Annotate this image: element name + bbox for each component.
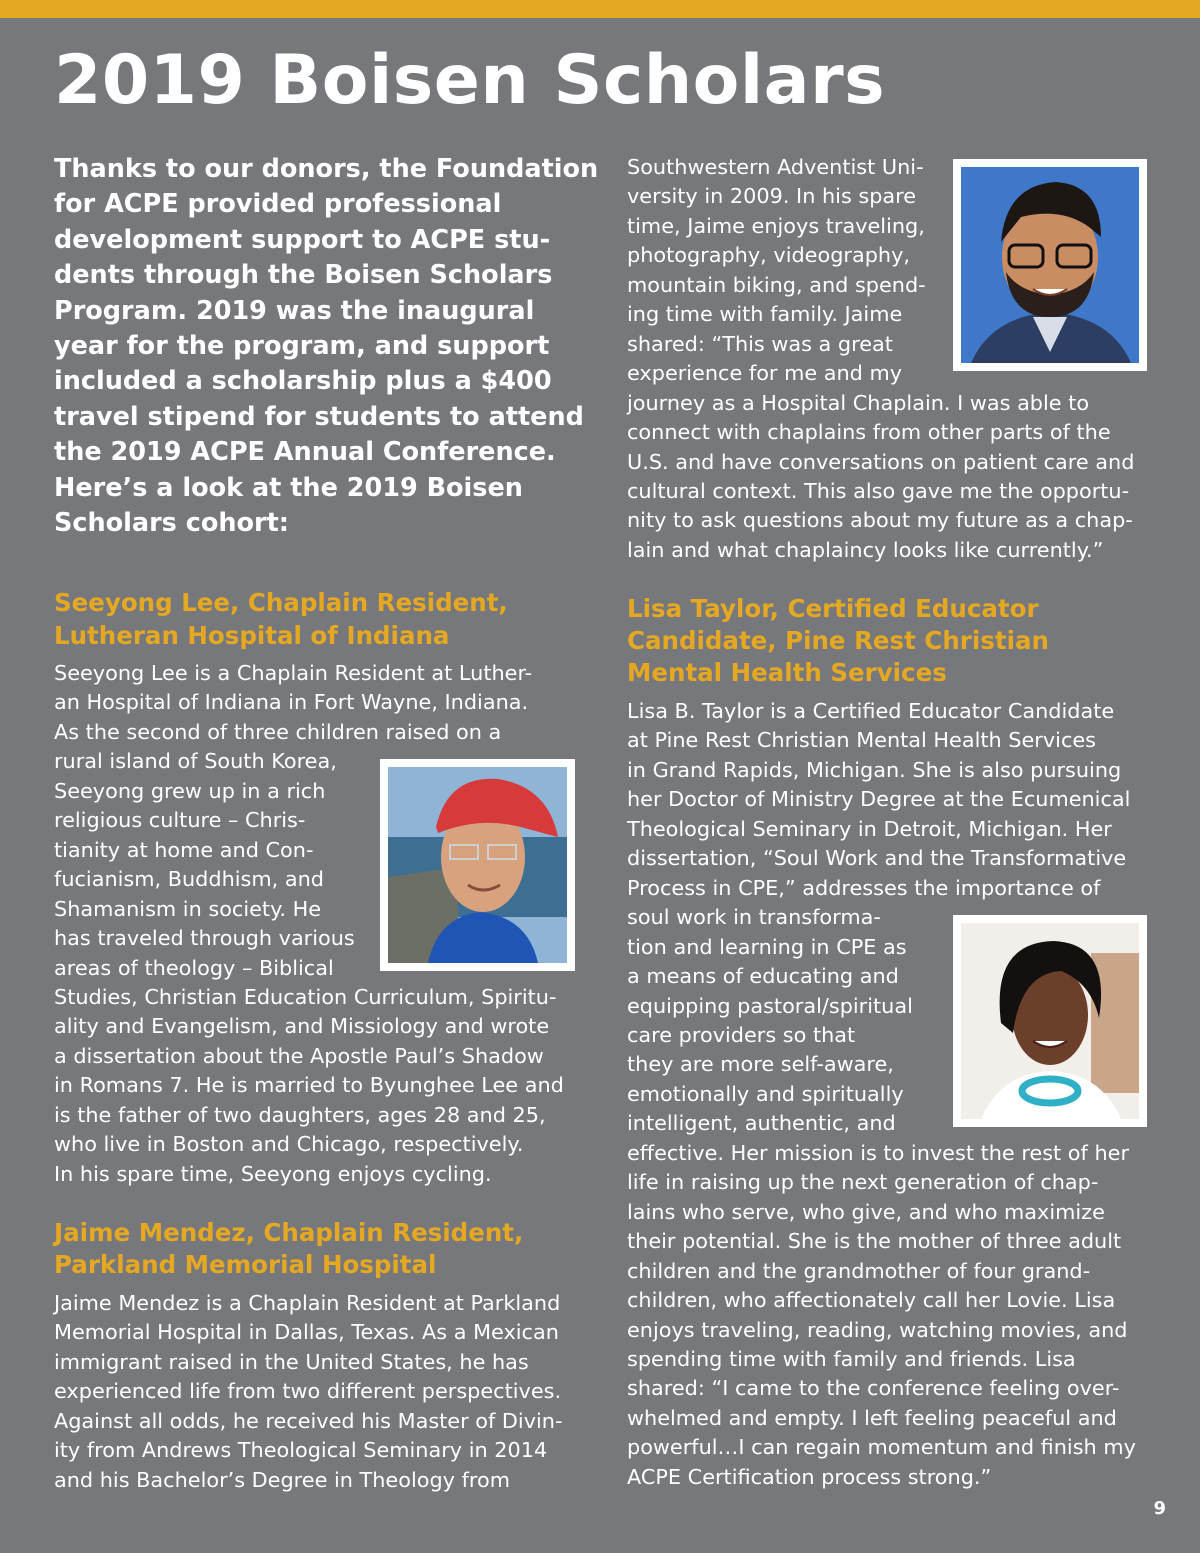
bio-line: is the father of two daughters, ages 28 and 25, xyxy=(54,1102,546,1127)
heading-line: Jaime Mendez, Chaplain Resident, xyxy=(54,1218,524,1247)
bio-line: enjoys traveling, reading, watching movies, and xyxy=(627,1317,1128,1342)
portrait-illustration xyxy=(961,167,1139,363)
bio-line: Studies, Christian Education Curriculum, Spiritu- xyxy=(54,984,557,1009)
bio-line: Memorial Hospital in Dallas, Texas. As a Mexican xyxy=(54,1320,559,1345)
bio-line: versity in 2009. In his spare xyxy=(627,184,917,209)
bio-line: Shamanism in society. He xyxy=(54,896,322,921)
bio-line: photography, videography, xyxy=(627,243,910,268)
scholar-heading-lisa-taylor xyxy=(627,593,1049,689)
bio-line: Seeyong Lee is a Chaplain Resident at Luther- xyxy=(54,661,533,685)
bio-line: rural island of South Korea, xyxy=(54,749,337,774)
bio-line: fucianism, Buddhism, and xyxy=(54,867,324,892)
bio-line: ACPE Certification process strong.” xyxy=(627,1464,992,1489)
bio-line: in Romans 7. He is married to Byunghee Lee and xyxy=(54,1073,564,1098)
heading-line: Parkland Memorial Hospital xyxy=(54,1250,437,1279)
bio-line: an Hospital of Indiana in Fort Wayne, Indiana. xyxy=(54,690,529,715)
bio-line: whelmed and empty. I left feeling peaceful and xyxy=(627,1405,1117,1430)
bio-line: connect with chaplains from other parts of the xyxy=(627,420,1111,445)
intro-line: included a scholarship plus a $400 xyxy=(54,366,552,397)
scholar-heading-seeyong-lee xyxy=(54,586,508,652)
bio-line: in Grand Rapids, Michigan. She is also pursuing xyxy=(627,757,1122,782)
bio-line: children, who affectionately call her Lovie. Lisa xyxy=(627,1288,1116,1313)
bio-line: experience for me and my xyxy=(627,361,903,386)
jaime-mendez-photo xyxy=(953,159,1147,371)
bio-line: life in raising up the next generation of chap- xyxy=(627,1170,1099,1195)
bio-line: experienced life from two different perspectives. xyxy=(54,1379,562,1404)
bio-line: U.S. and have conversations on patient care and xyxy=(627,449,1135,474)
bio-line: ity from Andrews Theological Seminary in 2014 xyxy=(54,1438,548,1463)
bio-line: mountain biking, and spend- xyxy=(627,272,926,297)
bio-line: spending time with family and friends. Lisa xyxy=(627,1346,1076,1371)
bio-line: journey as a Hospital Chaplain. I was able to xyxy=(627,390,1090,415)
heading-line: Mental Health Services xyxy=(627,658,947,687)
bio-line: equipping pastoral/spiritual xyxy=(627,993,913,1018)
intro-line: travel stipend for students to attend xyxy=(54,401,584,432)
bio-line: ality and Evangelism, and Missiology and wrote xyxy=(54,1014,550,1039)
intro-line: development support to ACPE stu- xyxy=(54,224,551,255)
bio-line: lain and what chaplaincy looks like currently.” xyxy=(627,537,1104,562)
bio-line: In his spare time, Seeyong enjoys cycling. xyxy=(54,1161,492,1186)
page-number: 9 xyxy=(1153,1498,1166,1519)
bio-line: at Pine Rest Christian Mental Health Services xyxy=(627,728,1097,753)
bio-line: lains who serve, who give, and who maximize xyxy=(627,1199,1105,1224)
bio-line: care providers so that xyxy=(627,1022,856,1047)
heading-line: Seeyong Lee, Chaplain Resident, xyxy=(54,588,508,617)
intro-line: year for the program, and support xyxy=(54,331,550,362)
bio-line: Lisa B. Taylor is a Certified Educator Candidate xyxy=(627,699,1115,723)
bio-line: areas of theology – Biblical xyxy=(54,955,334,980)
bio-line: powerful…I can regain momentum and finish my xyxy=(627,1435,1136,1460)
bio-line: nity to ask questions about my future as a chap- xyxy=(627,508,1133,533)
intro-line: for ACPE provided professional xyxy=(54,189,502,220)
intro-line: Here’s a look at the 2019 Boisen xyxy=(54,472,523,503)
bio-line: immigrant raised in the United States, he has xyxy=(54,1349,529,1374)
seeyong-lee-photo xyxy=(380,759,575,971)
bio-line: Southwestern Adventist Uni- xyxy=(627,155,924,179)
intro-line: Scholars cohort: xyxy=(54,508,290,539)
heading-line: Candidate, Pine Rest Christian xyxy=(627,626,1049,655)
bio-line: they are more self-aware, xyxy=(627,1052,894,1077)
bio-line: ing time with family. Jaime xyxy=(627,302,903,327)
bio-line: Seeyong grew up in a rich xyxy=(54,778,326,803)
bio-line: children and the grandmother of four grand- xyxy=(627,1258,1091,1283)
bio-line: time, Jaime enjoys traveling, xyxy=(627,213,925,238)
bio-line: and his Bachelor’s Degree in Theology from xyxy=(54,1467,510,1492)
bio-line: As the second of three children raised on a xyxy=(54,719,502,744)
scholar-heading-jaime-mendez xyxy=(54,1217,523,1281)
portrait-illustration xyxy=(961,923,1139,1119)
bio-line: shared: “This was a great xyxy=(627,331,893,356)
page-title: 2019 Boisen Scholars xyxy=(54,41,886,120)
heading-line: Lutheran Hospital of Indiana xyxy=(54,621,450,650)
bio-line: religious culture – Chris- xyxy=(54,808,306,833)
bio-line: has traveled through various xyxy=(54,926,355,951)
bio-line: tion and learning in CPE as xyxy=(627,934,907,959)
bio-line: tianity at home and Con- xyxy=(54,837,314,862)
bio-line: soul work in transforma- xyxy=(627,905,881,930)
intro-line: Program. 2019 was the inaugural xyxy=(54,295,535,326)
intro-line: the 2019 ACPE Annual Conference. xyxy=(54,437,556,468)
bio-line: shared: “I came to the conference feeling over- xyxy=(627,1376,1120,1401)
bio-line: Jaime Mendez is a Chaplain Resident at Parkland xyxy=(54,1291,561,1315)
intro-line: dents through the Boisen Scholars xyxy=(54,260,553,291)
bio-line: cultural context. This also gave me the opportu- xyxy=(627,478,1130,503)
bio-line: Theological Seminary in Detroit, Michigan. Her xyxy=(627,816,1112,841)
bio-line: emotionally and spiritually xyxy=(627,1081,904,1106)
bio-line: her Doctor of Ministry Degree at the Ecumenical xyxy=(627,787,1131,812)
intro-line: Thanks to our donors, the Foundation xyxy=(54,154,599,184)
bio-line: a means of educating and xyxy=(627,964,899,989)
bio-line: intelligent, authentic, and xyxy=(627,1111,896,1136)
intro-paragraph xyxy=(54,152,599,541)
lisa-taylor-photo xyxy=(953,915,1147,1127)
bio-line: Process in CPE,” addresses the importance of xyxy=(627,875,1101,900)
bio-line: Against all odds, he received his Master of Divin- xyxy=(54,1408,563,1433)
top-accent-bar xyxy=(0,0,1200,18)
heading-line: Lisa Taylor, Certified Educator xyxy=(627,594,1039,623)
bio-line: a dissertation about the Apostle Paul’s Shadow xyxy=(54,1043,544,1068)
scholar-bio-jaime-mendez xyxy=(54,1289,562,1495)
bio-line: dissertation, “Soul Work and the Transformative xyxy=(627,846,1127,871)
bio-line: their potential. She is the mother of three adult xyxy=(627,1229,1122,1254)
bio-line: who live in Boston and Chicago, respectively. xyxy=(54,1132,524,1157)
portrait-illustration xyxy=(388,767,567,963)
bio-line: effective. Her mission is to invest the rest of her xyxy=(627,1140,1129,1165)
